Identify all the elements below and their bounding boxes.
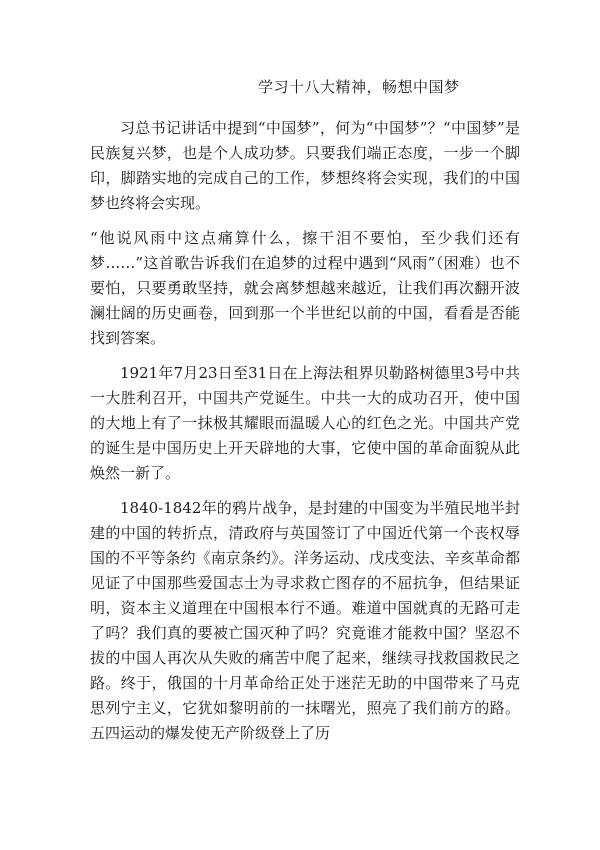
- paragraph-chinese-dream: 习总书记讲话中提到“中国梦”，何为“中国梦”？“中国梦”是民族复兴梦，也是个人成功梦。只要我们端正态度，一步一个脚印，脚踏实地的完成自己的工作，梦想终将会实现，我们的中国梦也终将会实现。: [90, 119, 520, 212]
- paragraph-song-lyrics: “他说风雨中这点痛算什么，擦干泪不要怕，至少我们还有梦……”这首歌告诉我们在追梦的过程中遇到“风雨”（困难）也不要怕，只要勇敢坚持，就会离梦想越来越近，让我们再次翻开波澜壮阔的历史画卷，回到那一个半世纪以前的中国，看看是否能找到答案。: [90, 229, 520, 347]
- paragraph-party-founding: 1921年7月23日至31日在上海法租界贝勒路树德里3号中共一大胜利召开，中国共产党诞生。中共一大的成功召开，使中国的大地上有了一抹极其耀眼而温暖人心的红色之光。中国共产党的诞生是中国历史上开天辟地的大事，它使中国的革命面貌从此焕然一新了。: [90, 364, 520, 482]
- document-title: 学习十八大精神，畅想中国梦: [258, 78, 460, 96]
- paragraph-opium-war: 1840-1842年的鸦片战争，是封建的中国变为半殖民地半封建的中国的转折点，清政府与英国签订了中国近代第一个丧权辱国的不平等条约《南京条约》。洋务运动、戊戌变法、辛亥革命都见证了中国那些爱国志士为寻求救亡图存的不屈抗争，但结果证明，资本主义道理在中国根本行不通。难道中国就真的无路可走了吗？我们真的要被亡国灭种了吗？究竟谁才能救中国？坚忍不拔的中国人再次从失败的痛苦中爬了起来，继续寻找救国救民之路。终于，俄国的十月革命给正处于迷茫无助的中国带来了马克思列宁主义，它犹如黎明前的一抹曙光，照亮了我们前方的路。五四运动的爆发使无产阶级登上了历: [90, 499, 520, 742]
- document-body: [90, 116, 520, 756]
